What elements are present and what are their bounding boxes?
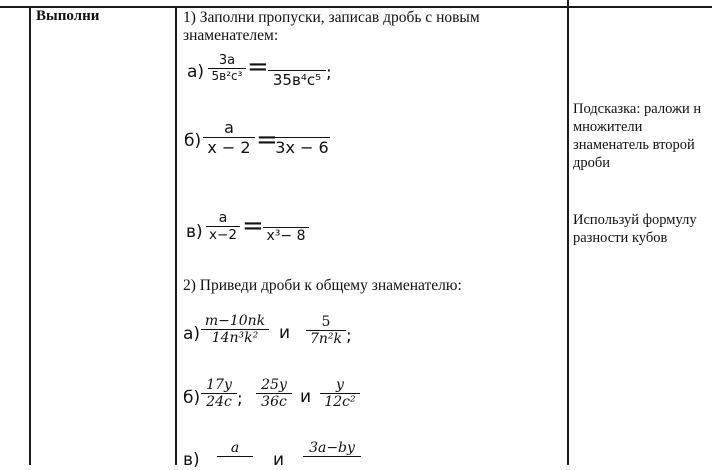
task2b-fraction-2 [256, 377, 292, 410]
task1b-rhs-denominator: 3x − 6 [275, 138, 329, 157]
column-divider-2 [567, 0, 569, 465]
task1a-suffix: ; [326, 63, 332, 83]
task1a-equals: = [247, 52, 269, 82]
task1c-rhs-denominator: x³− 8 [266, 228, 306, 244]
task1b-prefix: б) [184, 131, 202, 151]
task1c-rhs-numerator-blank[interactable] [263, 213, 309, 227]
hint-1-line-3: знаменатель второй [573, 137, 695, 153]
task2c-f2-numerator: 3a−by [309, 440, 355, 456]
task1a-fraction-left [208, 53, 246, 83]
task-label: Выполни [36, 8, 100, 24]
hint-1-line-4: дроби [573, 155, 611, 171]
task1a-prefix: а) [187, 62, 205, 82]
task2b-f1-numerator: 17y [206, 377, 232, 393]
task2a-fraction-2 [306, 314, 346, 347]
task1a-numerator: 3a [218, 53, 236, 68]
task2a-f2-denominator: 7n²k [309, 331, 343, 347]
task2a-prefix: а) [183, 324, 201, 344]
task1b-rhs-numerator-blank[interactable] [274, 121, 330, 137]
task2b-prefix: б) [183, 388, 201, 408]
fraction-bar [303, 456, 361, 457]
task1c-equals: = [242, 211, 264, 241]
task2c-conjunction: и [273, 450, 285, 470]
task1b-denominator: x − 2 [207, 138, 251, 157]
task1a-denominator: 5в²с³ [211, 69, 243, 83]
table-left-border [29, 6, 31, 465]
task2a-suffix: ; [346, 326, 352, 346]
hint-2-line-2: разности кубов [573, 230, 668, 246]
task2b-fraction-1 [201, 377, 237, 410]
hint-1-line-2: множители [573, 119, 643, 135]
task2a-f1-denominator: 14n³k² [211, 330, 259, 346]
task2a-conjunction: и [279, 323, 291, 343]
task2b-f1-denominator: 24c [206, 394, 232, 410]
task1c-numerator: a [218, 210, 228, 226]
task1b-fraction-left [203, 118, 255, 157]
task1b-equals: = [256, 125, 278, 155]
hint-2-line-1: Используй формулу [573, 212, 697, 228]
task2c-fraction-2 [303, 440, 361, 457]
fraction-bar [217, 456, 253, 457]
task1c-fraction-left [206, 210, 240, 243]
task1c-fraction-right [263, 213, 309, 244]
task2a-f1-numerator: m−10nk [204, 313, 266, 329]
task1a-rhs-denominator: 35в⁴с⁵ [272, 71, 322, 89]
task2a-fraction-1 [201, 313, 269, 346]
task2b-f2-numerator: 25y [261, 377, 287, 393]
task2c-prefix: в) [183, 450, 200, 470]
task2-title: 2) Приведи дроби к общему знаменателю: [183, 277, 462, 294]
hint-1-line-1: Подсказка: раложи н [573, 101, 702, 117]
table-top-border [0, 6, 712, 8]
task1b-numerator: a [224, 118, 234, 137]
task2b-fraction-3 [320, 377, 360, 410]
task2b-f2-denominator: 36c [261, 394, 287, 410]
task2b-f3-numerator: y [336, 377, 344, 393]
task1b-fraction-right [274, 121, 330, 157]
task2b-conjunction: и [300, 387, 312, 407]
task1a-rhs-numerator-blank[interactable] [268, 58, 326, 70]
task1c-prefix: в) [186, 222, 203, 242]
task2c-fraction-1 [217, 440, 253, 457]
task2c-f1-numerator: a [230, 440, 240, 456]
task2b-separator: ; [237, 389, 243, 409]
task1c-denominator: x−2 [209, 227, 237, 243]
task2a-f2-numerator: 5 [321, 314, 331, 330]
hint-1 [573, 100, 701, 172]
task1-title-line2: знаменателем: [183, 27, 279, 44]
task1a-fraction-right [268, 58, 326, 89]
task2b-f3-denominator: 12c² [324, 394, 356, 410]
hint-2 [573, 211, 697, 247]
task1-title-line1: 1) Заполни пропуски, записав дробь с новым [183, 9, 480, 26]
column-divider-1 [175, 6, 177, 465]
